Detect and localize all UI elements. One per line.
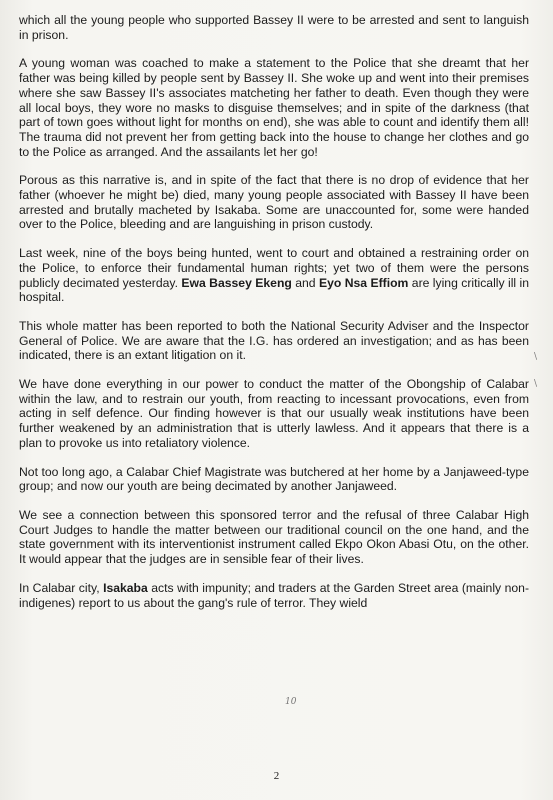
page-number: 2 xyxy=(273,770,280,782)
margin-tick-mark: \ xyxy=(534,379,538,389)
paragraph-9 xyxy=(19,581,529,610)
margin-tick-mark: \ xyxy=(534,352,538,362)
name-eyo-nsa-effiom: Eyo Nsa Effiom xyxy=(318,275,409,290)
name-isakaba: Isakaba xyxy=(103,580,148,595)
name-ewa-bassey-ekeng: Ewa Bassey Ekeng xyxy=(181,275,292,290)
paragraph-2: A young woman was coached to make a statement to the Police that she dreamt that her father was being killed by people sent by Bassey II. She woke up and went into their premises where she saw Bassey II's associates matcheting her father to death. Even though they were all local boys, they wore no masks to disguise themselves; and in spite of the darkness (that part of town goes without light for months on end), she was able to count and identify them all! The trauma did not prevent her from getting back into the house to change her clothes and go to the Police as arranged. And the assailants let her go! xyxy=(19,56,529,159)
paragraph-8: We see a connection between this sponsored terror and the refusal of three Calabar High Court Judges to handle the matter between our traditional council on the one hand, and the state government with its interventionist instrument called Ekpo Okon Abasi Otu, on the other. It would appear that the judges are in sensible fear of their lives. xyxy=(19,507,529,567)
paragraph-4-text-b: are lying critically ill in hospital. xyxy=(19,275,529,305)
paragraph-7: Not too long ago, a Calabar Chief Magistrate was butchered at her home by a Janjaweed-type group; and now our youth are being decimated by another Janjaweed. xyxy=(19,464,529,494)
paragraph-9-text-a: In Calabar city, xyxy=(19,580,104,595)
paragraph-3: Porous as this narrative is, and in spite of the fact that there is no drop of evidence that her father (whoever he might be) died, many young people associated with Bassey II have been arrested and brutally macheted by Isakaba. Some are unaccounted for, some were handed over to the Police, bleeding and are languishing in prison custody. xyxy=(19,173,529,232)
paragraph-5: This whole matter has been reported to both the National Security Adviser and the Inspector General of Police. We are aware that the I.G. has ordered an investigation; and as has been indicated, there is an extant litigation on it. xyxy=(19,318,529,363)
paragraph-9-text-b: acts with impunity; and traders at the Garden Street area (mainly non-indigenes) report to us about the gang's rule of terror. They wield xyxy=(19,580,529,610)
paragraph-4-and: and xyxy=(291,275,319,290)
paragraph-4-text-a: Last week, nine of the boys being hunted, went to court and obtained a restraining order on the Police, to enforce their fundamental human rights; yet two of them were the persons publicly decimated yesterday. xyxy=(19,246,529,290)
paragraph-6: We have done everything in our power to conduct the matter of the Obongship of Calabar within the law, and to restrain our youth, from reacting to incessant provocations, even from acting in self defence. Our finding however is that our usually weak institutions have been further weakened by an administration that is utterly lawless. And it appears that there is a plan to provoke us into retaliatory violence. xyxy=(19,377,529,450)
paragraph-1: which all the young people who supported Bassey II were to be arrested and sent to languish in prison. xyxy=(19,13,529,42)
handwritten-scrawl: 10 xyxy=(285,697,297,707)
paragraph-4 xyxy=(19,246,529,305)
